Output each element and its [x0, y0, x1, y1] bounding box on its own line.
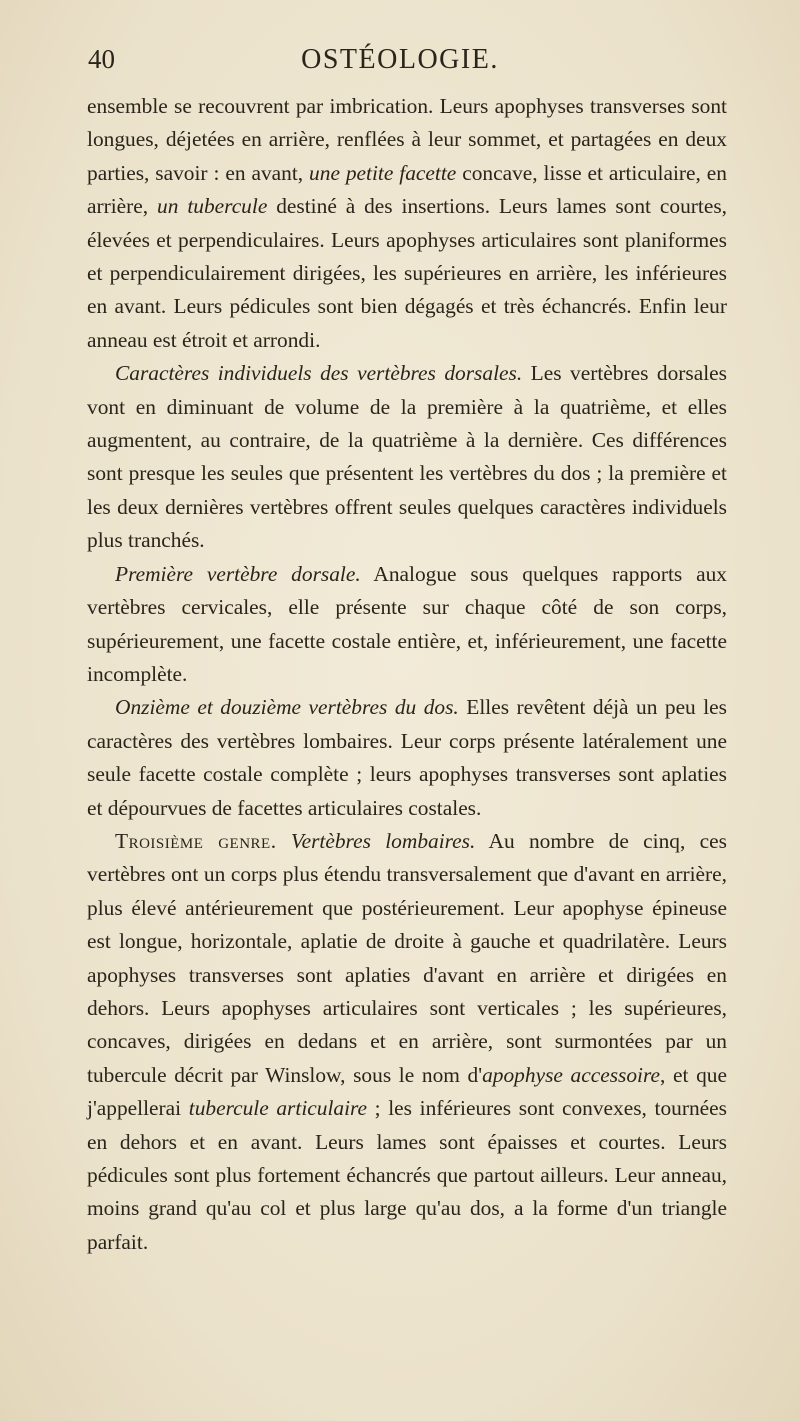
text-run: Elles revêtent déjà un peu les caractères des vertèbres lombaires. Leur corps présente latéralement une seule facette costale complète ; leurs apophyses transverses sont aplaties et dépourvues de facettes articulaires costales. — [87, 695, 728, 820]
text-run: concave, lisse et articulaire, en arrière, — [87, 160, 727, 219]
paragraph-dorsal-characters — [87, 357, 727, 557]
paragraph-continued — [87, 90, 727, 357]
italic-term: apophyse accessoire — [482, 1062, 661, 1087]
page-number: 40 — [88, 44, 115, 74]
italic-term: tubercule articulaire — [188, 1096, 368, 1121]
section-heading: Première vertèbre dorsale. — [115, 561, 361, 586]
text-run: , et que j'appellerai — [87, 1062, 727, 1121]
text-run: ensemble se recouvrent par imbrication. Leurs apophyses transverses sont longues, déjetées en arrière, renflées à leur sommet, et partagées en deux parties, savoir : en avant, — [87, 94, 727, 185]
italic-term: une petite facette — [309, 160, 457, 185]
text-run: Au nombre de cinq, ces vertèbres ont un corps plus étendu transversalement que d'avant en arrière, plus élevé antérieurement que postérieurement. Leur apophyse épineuse est longue, horizontale, aplatie de droite à gauche et quadrilatère. Leurs apophyses transverses sont aplaties d'avant en arrière et dirigées en dehors. Leurs apophyses articulaires sont verticales ; les supérieures, concaves, dirigées en dedans et en arrière, sont surmontées par un tubercule décrit par Winslow, sous le nom d' — [87, 828, 727, 1087]
text-run: Les vertèbres dorsales vont en diminuant de volume de la première à la quatrième, et elles augmentent, au contraire, de la quatrième à la dernière. Ces différences sont presque les seules que présentent les vertèbres du dos ; la première et les deux dernières vertèbres offrent seules quelques caractères individuels plus tranchés. — [87, 361, 728, 553]
paragraph-first-dorsal — [87, 558, 727, 692]
body-text — [87, 90, 727, 1259]
section-heading: Vertèbres lombaires. — [290, 828, 476, 853]
paragraph-eleventh-twelfth — [87, 691, 727, 825]
page-header — [84, 44, 716, 84]
section-heading: Caractères individuels des vertèbres dorsales. — [115, 361, 523, 386]
text-run: ; les inférieures sont convexes, tournées en dehors et en avant. Leurs lames sont épaisses et courtes. Leurs pédicules sont plus fortement échancrés que partout ailleurs. Leur anneau, moins grand qu'au col et plus large qu'au dos, a la forme d'un triangle parfait. — [87, 1096, 727, 1254]
italic-term: un tubercule — [157, 194, 268, 219]
text-run: Analogue sous quelques rapports aux vertèbres cervicales, elle présente sur chaque côté de son corps, supérieurement, une facette costale entière, et, inférieurement, une facette incomplète. — [87, 561, 727, 686]
text-run: destiné à des insertions. Leurs lames sont courtes, élevées et perpendiculaires. Leurs apophyses articulaires sont planiformes et perpendiculairement dirigées, les supérieures en arrière, les inférieures en avant. Leurs pédicules sont bien dégagés et très échancrés. Enfin leur anneau est étroit et arrondi. — [87, 194, 727, 352]
paragraph-lumbar — [87, 825, 727, 1259]
section-heading: Onzième et douzième vertèbres du dos. — [115, 695, 459, 720]
running-title: OSTÉOLOGIE. — [301, 44, 499, 75]
genre-label: Troisième genre. — [115, 828, 277, 853]
